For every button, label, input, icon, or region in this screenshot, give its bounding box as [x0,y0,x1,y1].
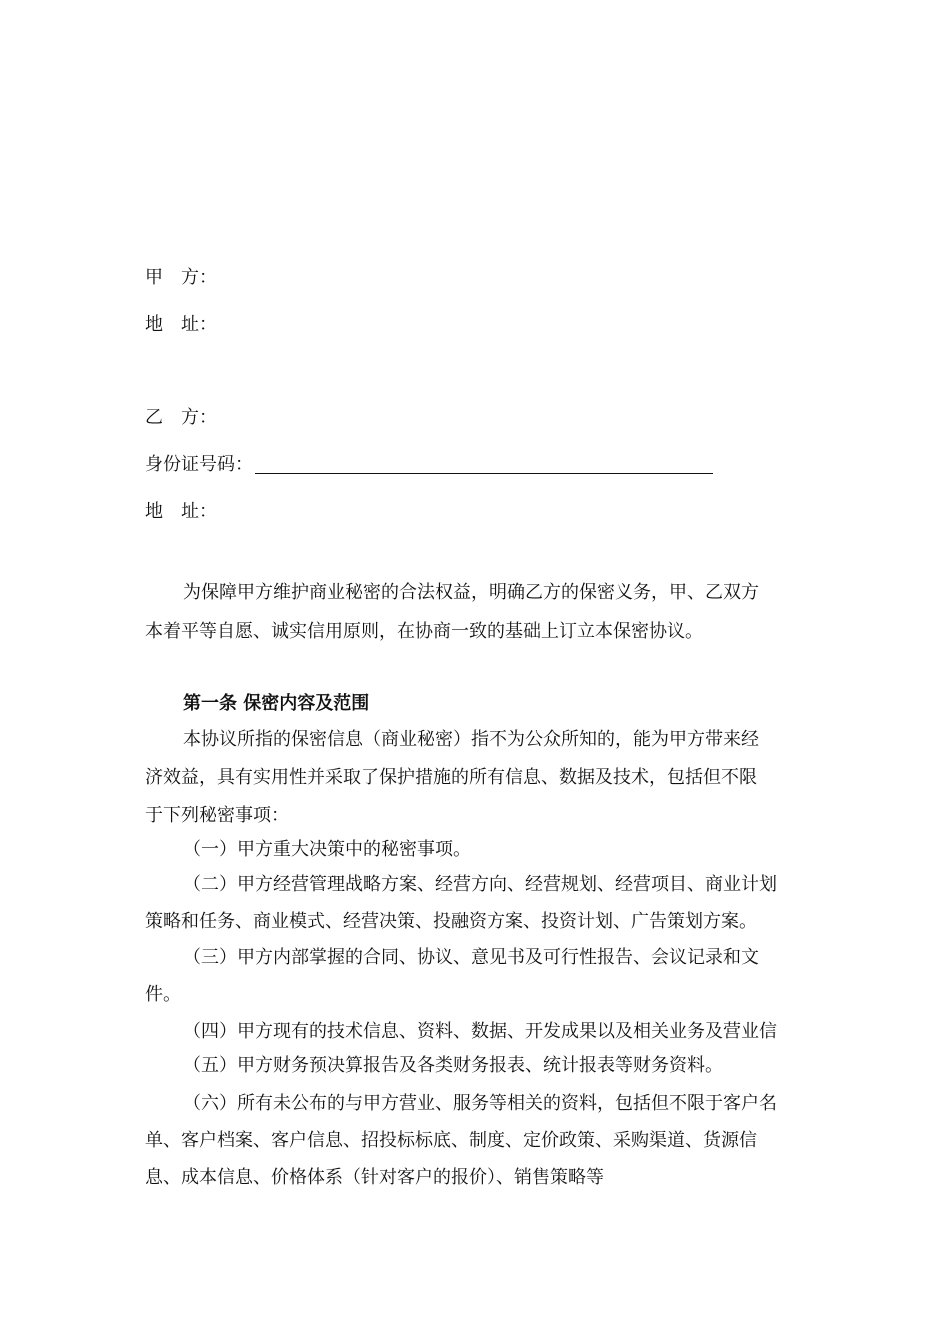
preamble-line-1: 为保障甲方维护商业秘密的合法权益，明确乙方的保密义务，甲、乙双方 [183,582,759,603]
article1-intro-line-1: 本协议所指的保密信息（商业秘密）指不为公众所知的，能为甲方带来经 [183,729,759,750]
article1-item-6-line-2: 单、客户档案、客户信息、招投标标底、制度、定价政策、采购渠道、货源信 [145,1130,757,1151]
article1-intro-line-3: 于下列秘密事项： [145,805,289,826]
id-number-blank-line [255,472,713,474]
article1-item-3-line-2: 件。 [145,984,181,1005]
party-a-label: 甲 方： [145,267,217,288]
party-b-label: 乙 方： [145,407,217,428]
article1-item-6-line-1: （六）所有未公布的与甲方营业、服务等相关的资料，包括但不限于客户名 [183,1093,777,1114]
article1-item-2-line-1: （二）甲方经营管理战略方案、经营方向、经营规划、经营项目、商业计划 [183,874,777,895]
party-a-address-label: 地 址： [145,314,217,335]
article1-item-5: （五）甲方财务预决算报告及各类财务报表、统计报表等财务资料。 [183,1055,723,1076]
article1-item-6-line-3: 息、成本信息、价格体系（针对客户的报价）、销售策略等 [145,1167,604,1188]
article1-item-1: （一）甲方重大决策中的秘密事项。 [183,839,471,860]
article1-heading: 第一条 保密内容及范围 [183,693,370,714]
id-number-row [145,453,713,477]
article1-item-4: （四）甲方现有的技术信息、资料、数据、开发成果以及相关业务及营业信 [183,1021,777,1042]
article1-item-2-line-2: 策略和任务、商业模式、经营决策、投融资方案、投资计划、广告策划方案。 [145,911,757,932]
article1-intro-line-2: 济效益，具有实用性并采取了保护措施的所有信息、数据及技术，包括但不限 [145,767,757,788]
preamble-line-2: 本着平等自愿、诚实信用原则，在协商一致的基础上订立本保密协议。 [145,621,703,642]
party-b-address-label: 地 址： [145,501,217,522]
id-number-label: 身份证号码： [145,454,253,475]
article1-item-3-line-1: （三）甲方内部掌握的合同、协议、意见书及可行性报告、会议记录和文 [183,947,759,968]
